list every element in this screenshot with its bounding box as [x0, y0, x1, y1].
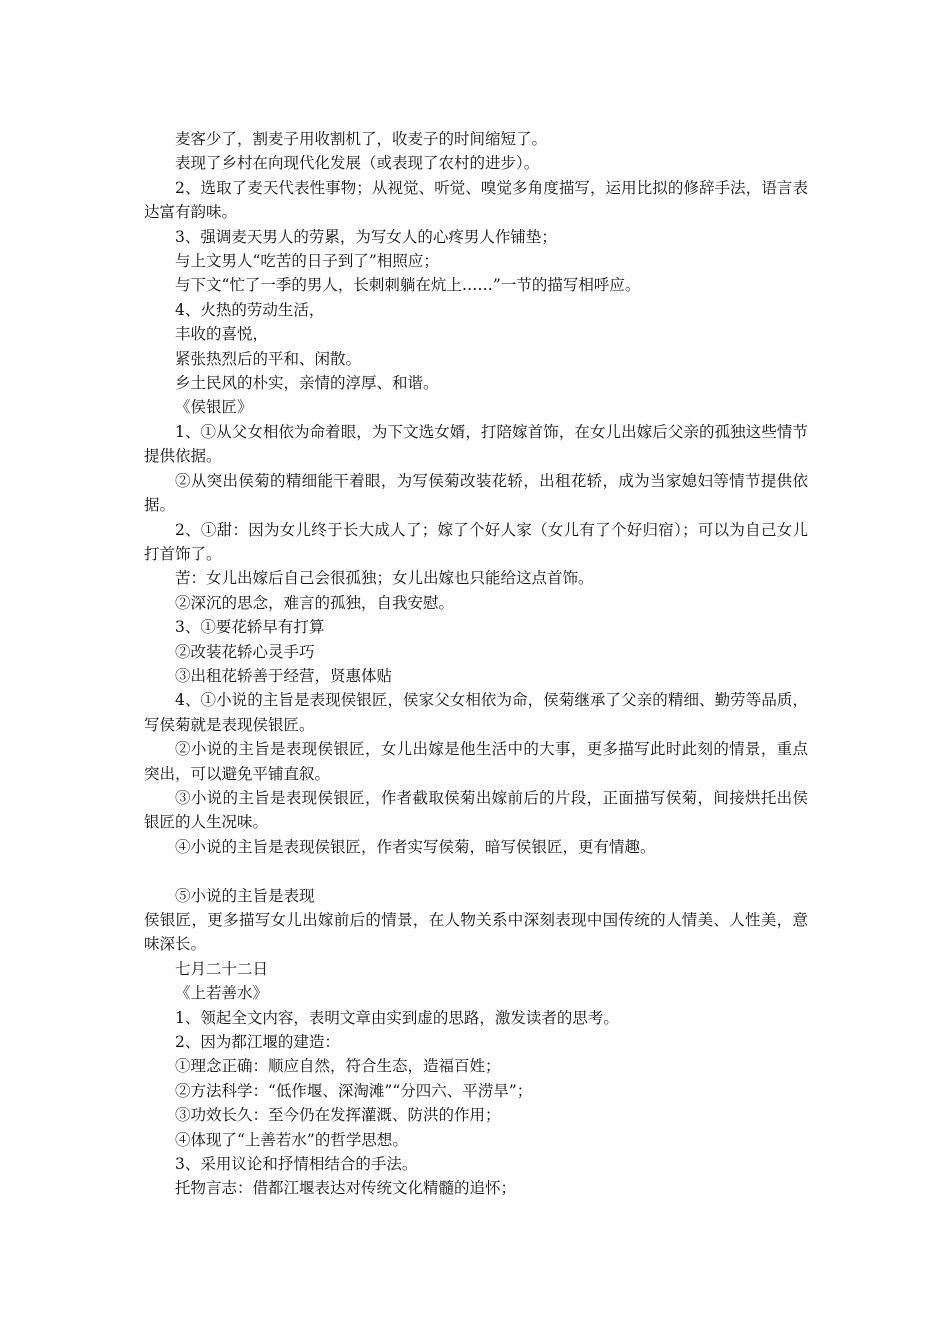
paragraph: 2、因为都江堰的建造：: [175, 1033, 340, 1052]
paragraph: 表现了乡村在向现代化发展（或表现了农村的进步）。: [175, 154, 540, 173]
section-title: 《侯银匠》: [175, 398, 253, 417]
paragraph: 托物言志：借都江堰表达对传统文化精髓的追怀；: [175, 1179, 517, 1198]
paragraph: ①理念正确：顺应自然，符合生态，造福百姓；: [175, 1057, 501, 1076]
date-heading: 七月二十二日: [175, 959, 269, 978]
paragraph: 苦：女儿出嫁后自己会很孤独；女儿出嫁也只能给这点首饰。: [175, 569, 594, 588]
paragraph: 1、领起全文内容，表明文章由实到虚的思路，激发读者的思考。: [175, 1008, 619, 1027]
paragraph: 4、①小说的主旨是表现侯银匠，侯家父女相依为命，侯菊继承了父亲的精细、勤劳等品质，写侯菊就是表现侯银匠。: [144, 691, 808, 734]
paragraph: 麦客少了，割麦子用收割机了，收麦子的时间缩短了。: [175, 130, 548, 148]
paragraph: ⑤小说的主旨是表现: [175, 886, 315, 905]
paragraph: 丰收的喜悦，: [175, 325, 269, 344]
paragraph: ②深沉的思念，难言的孤独，自我安慰。: [175, 593, 455, 612]
paragraph: 3、强调麦天男人的劳累，为写女人的心疼男人作铺垫；: [175, 227, 557, 246]
paragraph: 1、①从父女相依为命着眼，为下文选女婿，打陪嫁首饰，在女儿出嫁后父亲的孤独这些情节提供依据。: [144, 422, 808, 466]
paragraph: ④小说的主旨是表现侯银匠，作者实写侯菊，暗写侯银匠，更有情趣。: [175, 837, 656, 856]
paragraph: ③出租花轿善于经营，贤惠体贴: [175, 666, 393, 685]
paragraph: 3、采用议论和抒情相结合的手法。: [175, 1155, 418, 1174]
paragraph: 4、火热的劳动生活，: [175, 300, 325, 319]
paragraph: 与下文“忙了一季的男人，长刺刺躺在炕上……”一节的描写相呼应。: [175, 276, 641, 295]
paragraph: ②从突出侯菊的精细能干着眼，为写侯菊改装花轿，出租花轿，成为当家媳妇等情节提供依据。: [144, 471, 808, 515]
paragraph: 3、①要花轿早有打算: [175, 618, 325, 637]
paragraph: ②方法科学：“低作堰、深淘滩”“分四六、平涝旱”；: [175, 1081, 533, 1100]
paragraph: 侯银匠，更多描写女儿出嫁前后的情景，在人物关系中深刻表现中国传统的人情美、人性美，意味深长。: [144, 910, 808, 954]
paragraph: 乡土民风的朴实，亲情的淳厚、和谐。: [175, 374, 439, 393]
paragraph: 与上文男人“吃苦的日子到了”相照应；: [175, 252, 439, 271]
paragraph: 紧张热烈后的平和、闲散。: [175, 349, 362, 368]
paragraph: ②改装花轿心灵手巧: [175, 642, 315, 661]
paragraph: ④体现了“上善若水”的哲学思想。: [175, 1130, 408, 1149]
blank-line: [144, 859, 808, 883]
paragraph: ③小说的主旨是表现侯银匠，作者截取侯菊出嫁前后的片段，正面描写侯菊，间接烘托出侯银匠的人生况味。: [144, 788, 808, 832]
document-body: [144, 127, 808, 1201]
paragraph: 2、①甜：因为女儿终于长大成人了；嫁了个好人家（女儿有了个好归宿）；可以为自己女儿打首饰了。: [144, 520, 808, 563]
paragraph: ②小说的主旨是表现侯银匠，女儿出嫁是他生活中的大事，更多描写此时此刻的情景，重点突出，可以避免平铺直叙。: [144, 740, 808, 783]
paragraph: 2、选取了麦天代表性事物；从视觉、听觉、嗅觉多角度描写，运用比拟的修辞手法，语言表达富有韵味。: [144, 178, 808, 222]
section-title: 《上若善水》: [175, 984, 269, 1003]
paragraph: ③功效长久：至今仍在发挥灌溉、防洪的作用；: [175, 1106, 501, 1125]
